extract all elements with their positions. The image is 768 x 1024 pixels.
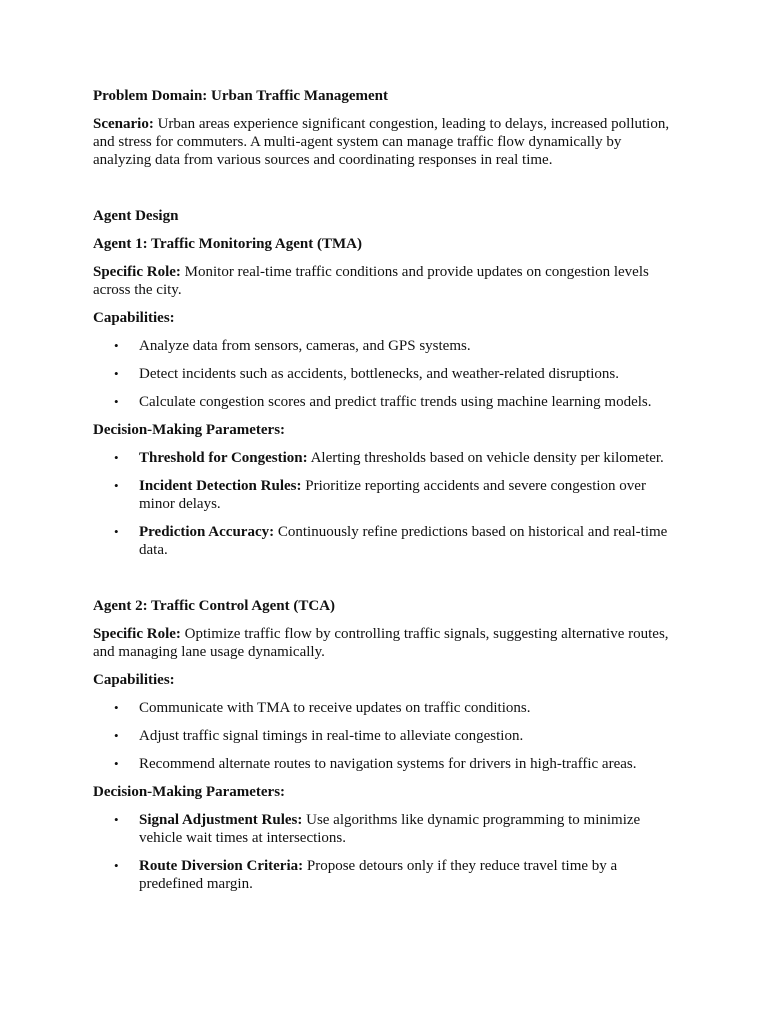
list-item-text: Communicate with TMA to receive updates on traffic conditions. <box>139 700 531 716</box>
agent1-params-list <box>93 449 683 559</box>
agent1-params-heading: Decision-Making Parameters: <box>93 422 286 438</box>
param-text: Propose detours only if they reduce travel time by a predefined margin. <box>139 858 618 892</box>
list-item <box>93 857 683 893</box>
param-text: Alerting thresholds based on vehicle density per kilometer. <box>307 450 664 466</box>
bullet-icon: • <box>114 524 119 539</box>
param-label: Threshold for Congestion: <box>139 450 308 466</box>
list-item <box>93 477 683 513</box>
list-item <box>93 755 683 773</box>
list-item-text: Detect incidents such as accidents, bottlenecks, and weather-related disruptions. <box>139 366 619 382</box>
document-page <box>93 87 683 893</box>
list-item-text: Analyze data from sensors, cameras, and GPS systems. <box>139 338 471 354</box>
bullet-icon: • <box>114 728 119 743</box>
bullet-icon: • <box>114 756 119 771</box>
list-item <box>93 449 683 467</box>
bullet-icon: • <box>114 394 119 409</box>
param-label: Route Diversion Criteria: <box>139 858 304 874</box>
problem-domain-title: Problem Domain: Urban Traffic Management <box>93 88 388 104</box>
list-item <box>93 727 683 745</box>
bullet-icon: • <box>114 366 119 381</box>
param-label: Incident Detection Rules: <box>139 478 302 494</box>
list-item-text: Adjust traffic signal timings in real-time to alleviate congestion. <box>139 728 524 744</box>
bullet-icon: • <box>114 700 119 715</box>
agent2-role-paragraph <box>93 625 683 661</box>
list-item <box>93 699 683 717</box>
agent1-role-text: Monitor real-time traffic conditions and provide updates on congestion levels across the city. <box>93 264 649 298</box>
param-text: Continuously refine predictions based on historical and real-time data. <box>139 524 668 558</box>
agent1-role-label: Specific Role: <box>93 264 181 280</box>
agent2-role-text: Optimize traffic flow by controlling traffic signals, suggesting alternative routes, and managing lane usage dynamically. <box>93 626 669 660</box>
list-item <box>93 811 683 847</box>
bullet-icon: • <box>114 858 119 873</box>
bullet-icon: • <box>114 450 119 465</box>
list-item <box>93 523 683 559</box>
scenario-label: Scenario: <box>93 116 154 132</box>
agent1-title: Agent 1: Traffic Monitoring Agent (TMA) <box>93 236 362 252</box>
agent2-capabilities-list <box>93 699 683 773</box>
agent2-capabilities-heading: Capabilities: <box>93 672 175 688</box>
param-label: Signal Adjustment Rules: <box>139 812 303 828</box>
agent2-params-list <box>93 811 683 893</box>
list-item-text: Recommend alternate routes to navigation systems for drivers in high-traffic areas. <box>139 756 637 772</box>
list-item <box>93 365 683 383</box>
agent1-capabilities-heading: Capabilities: <box>93 310 175 326</box>
param-label: Prediction Accuracy: <box>139 524 275 540</box>
param-text: Use algorithms like dynamic programming to minimize vehicle wait times at intersections. <box>139 812 641 846</box>
list-item <box>93 393 683 411</box>
agent1-role-paragraph <box>93 263 683 299</box>
scenario-text: Urban areas experience significant congestion, leading to delays, increased pollution, and stress for commuters. A multi-agent system can manage traffic flow dynamically by analyzing data from various sources and coordinating responses in real time. <box>93 116 670 168</box>
scenario-paragraph <box>93 115 683 169</box>
agent1-capabilities-list <box>93 337 683 411</box>
bullet-icon: • <box>114 338 119 353</box>
agent2-params-heading: Decision-Making Parameters: <box>93 784 286 800</box>
list-item <box>93 337 683 355</box>
bullet-icon: • <box>114 812 119 827</box>
list-item-text: Calculate congestion scores and predict traffic trends using machine learning models. <box>139 394 652 410</box>
param-text: Prioritize reporting accidents and severe congestion over minor delays. <box>139 478 646 512</box>
agent2-role-label: Specific Role: <box>93 626 181 642</box>
agent2-title: Agent 2: Traffic Control Agent (TCA) <box>93 598 336 614</box>
agent-design-heading: Agent Design <box>93 208 179 224</box>
bullet-icon: • <box>114 478 119 493</box>
